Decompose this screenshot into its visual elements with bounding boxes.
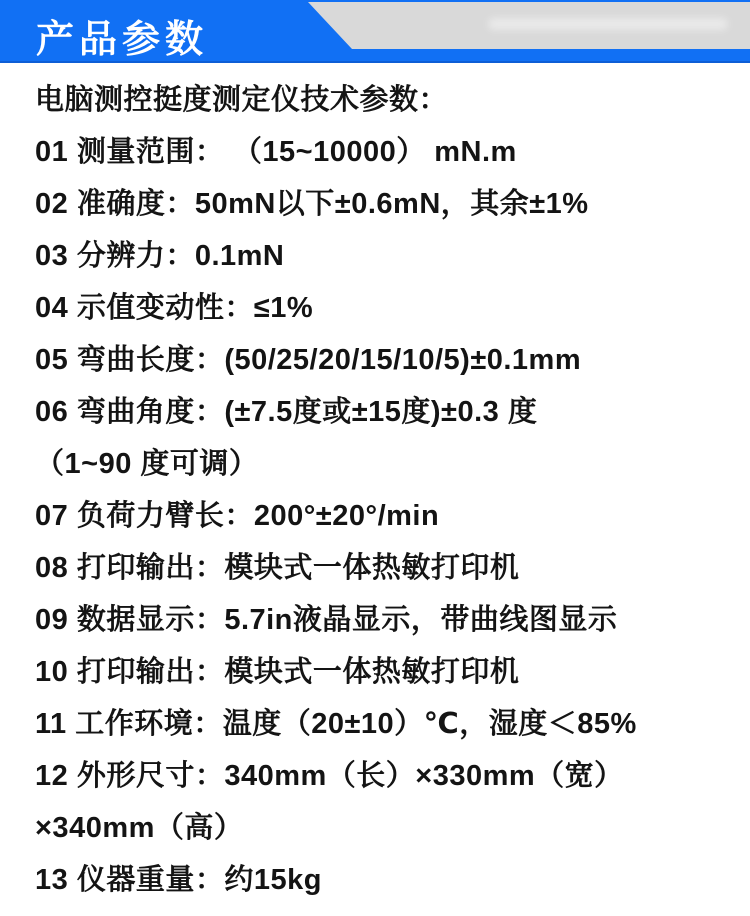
spec-line-12-continuation: ×340mm（高） <box>35 812 244 844</box>
spec-line-10: 10 打印输出：模块式一体热敏打印机 <box>35 656 520 688</box>
spec-list <box>0 63 750 906</box>
banner-gray-ribbon <box>308 2 750 49</box>
spec-line-06-continuation: （1~90 度可调） <box>35 448 259 480</box>
spec-line-05: 05 弯曲长度：(50/25/20/15/10/5)±0.1mm <box>35 344 582 376</box>
section-header-banner <box>0 0 750 63</box>
spec-line-02: 02 准确度：50mN以下±0.6mN，其余±1% <box>35 188 589 220</box>
spec-line-07: 07 负荷力臂长：200°±20°/min <box>35 500 440 532</box>
spec-line-12: 12 外形尺寸：340mm（长）×330mm（宽） <box>35 760 624 792</box>
spec-line-09: 09 数据显示：5.7in液晶显示，带曲线图显示 <box>35 604 618 636</box>
spec-line-13: 13 仪器重量：约15kg <box>35 864 322 896</box>
spec-line-01: 01 测量范围： （15~10000） mN.m <box>35 136 517 168</box>
spec-line-04: 04 示值变动性：≤1% <box>35 292 314 324</box>
section-title: 产品参数 <box>36 19 209 61</box>
spec-line-03: 03 分辨力：0.1mN <box>35 240 285 272</box>
spec-intro-line: 电脑测控挺度测定仪技术参数： <box>35 84 449 116</box>
spec-line-06: 06 弯曲角度：(±7.5度或±15度)±0.3 度 <box>35 396 538 428</box>
watermark-smudge <box>488 18 728 30</box>
spec-line-08: 08 打印输出：模块式一体热敏打印机 <box>35 552 520 584</box>
spec-line-11: 11 工作环境：温度（20±10）℃，湿度＜85% <box>35 708 637 740</box>
